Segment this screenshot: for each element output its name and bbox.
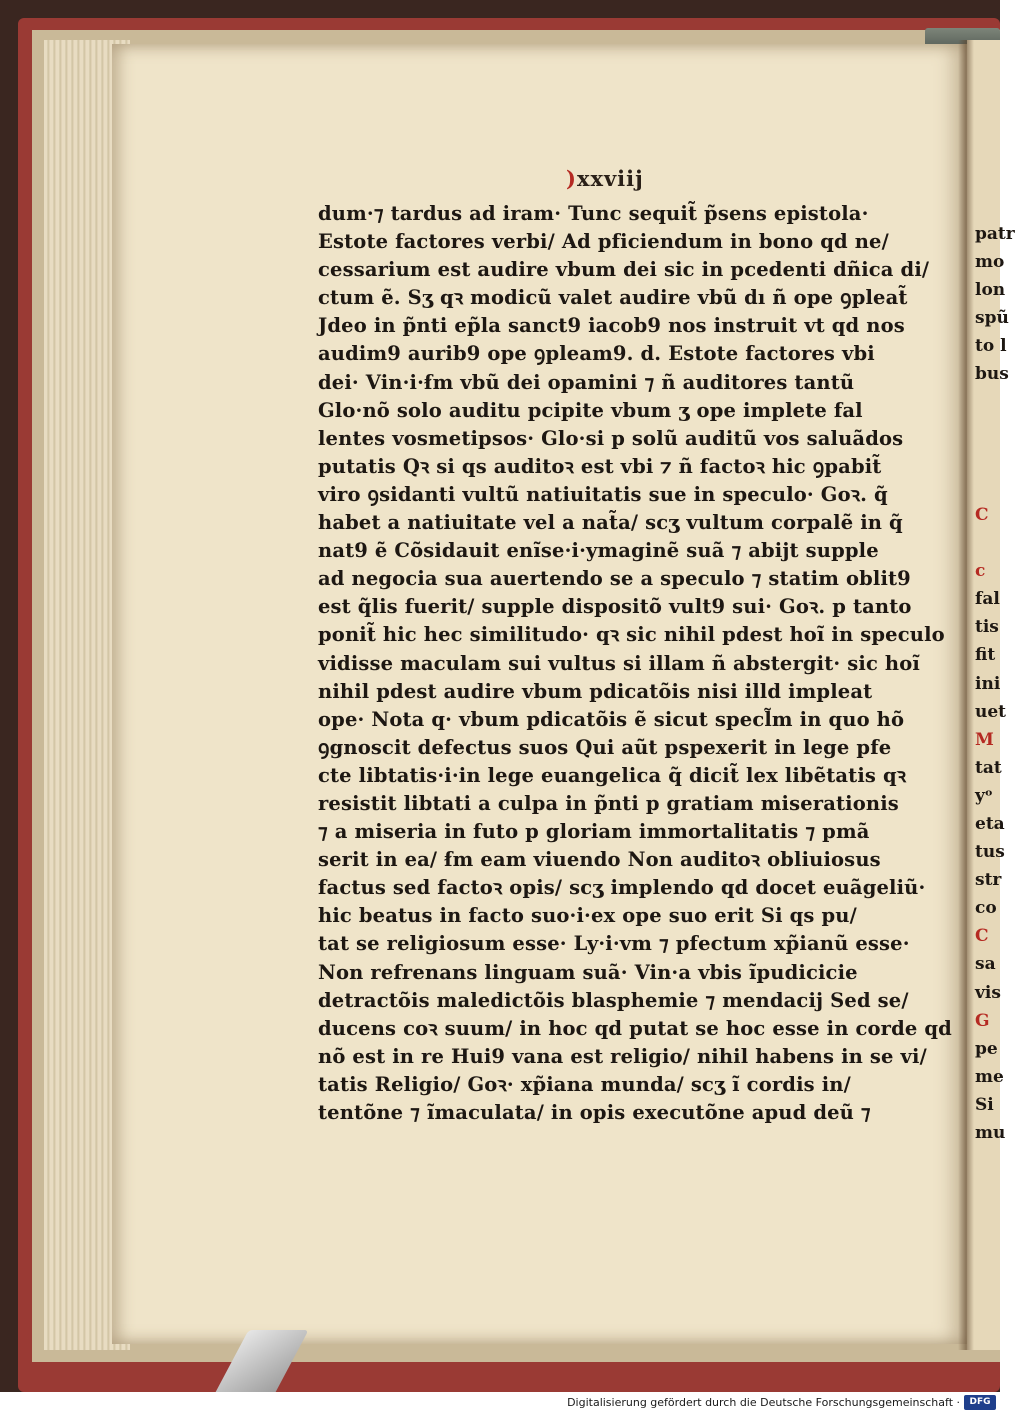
- text-line: detractõis maledictõis blasphemie ⁊ mendacij Sed se/: [318, 988, 909, 1012]
- text-line: audim9 aurib9 ope ꝯpleam9. d. Estote factores vbi: [318, 342, 875, 366]
- text-line: lentes vosmetipsos· Glo·si p solũ auditũ vos saluãdos: [318, 426, 904, 450]
- margin-line: c: [975, 561, 986, 582]
- book-gutter: [958, 40, 974, 1350]
- text-block: [318, 200, 952, 1127]
- margin-line: bus: [975, 364, 1009, 385]
- margin-line: to l: [975, 336, 1007, 357]
- text-line: viro ꝯsidanti vultũ natiuitatis sue in speculo· Goꝛ. q̃: [318, 482, 888, 506]
- margin-line: fal: [975, 589, 1000, 610]
- text-line: Jdeo in p̃nti ep̃la sanct9 iacob9 nos instruit vt qd nos: [318, 314, 905, 338]
- margin-line: Si: [975, 1094, 994, 1115]
- margin-line: tis: [975, 617, 999, 638]
- text-line: vidisse maculam sui vultus si illam ñ abstergit· sic hoĩ: [318, 651, 920, 675]
- text-line: serit in ea/ ẜm eam viuendo Non auditoꝛ obliuiosus: [318, 848, 881, 872]
- folio-text: xxviij: [576, 166, 644, 191]
- text-line: Estote factores verbi/ Ad pficiendum in bono qd ne/: [318, 230, 889, 254]
- text-line: nat9 ẽ Cõsidauit enĩse·i·ymaginẽ suã ⁊ abijt supple: [318, 539, 879, 563]
- margin-line: pe: [975, 1038, 998, 1059]
- text-line: factus sed factoꝛ opis/ scʒ implendo qd docet euãgeliũ·: [318, 876, 926, 900]
- text-line: tentõne ⁊ ĩmaculata/ in opis executõne apud deũ ⁊: [318, 1101, 871, 1124]
- margin-line: patr: [975, 224, 1015, 244]
- margin-line: M: [975, 729, 994, 750]
- text-line: tat se religiosum esse· Ly·i·vm ⁊ pfectum xp̃ianũ esse·: [318, 932, 910, 956]
- margin-line: G: [975, 1010, 990, 1031]
- margin-line: str: [975, 870, 1002, 891]
- text-line: resistit libtati a culpa in p̃nti p gratiam miserationis: [318, 791, 899, 815]
- text-line: tatis Religio/ Goꝛ· xp̃iana munda/ scʒ ĩ cordis in/: [318, 1072, 851, 1096]
- margin-line: mo: [975, 252, 1005, 273]
- margin-line: spũ: [975, 308, 1009, 329]
- margin-line: [975, 389, 1000, 417]
- text-line: ad negocia sua auertendo se a speculo ⁊ statim oblit9: [318, 567, 911, 591]
- margin-line: uet: [975, 701, 1007, 722]
- text-line: ctum ẽ. Sʒ qꝛ modicũ valet audire vbũ dı ñ ope ꝯpleat̃: [318, 286, 908, 310]
- text-line: hic beatus in facto suo·i·ex ope suo erit Si qs pu/: [318, 904, 857, 928]
- text-line: habet a natiuitate vel a nat̃a/ scʒ vultum corpalẽ in q̃: [318, 511, 903, 535]
- margin-line: [975, 529, 1000, 557]
- text-line: ⁊ a miseria in futo p gloriam immortalitatis ⁊ pmã: [318, 820, 870, 844]
- text-line: ponit̃ hic hec similitudo· qꝛ sic nihil pdest hoĩ in speculo: [318, 623, 945, 647]
- margin-line: ini: [975, 673, 1001, 694]
- text-line: putatis Qꝛ si qs auditoꝛ est vbi ⁊ ñ factoꝛ hic ꝯpabit̃: [318, 454, 882, 478]
- margin-line: C: [975, 504, 989, 525]
- facing-page-margin-text: [975, 220, 1015, 1147]
- margin-line: [975, 445, 1000, 473]
- text-line: ducens coꝛ suum/ in hoc qd putat se hoc esse in corde qd: [318, 1016, 952, 1040]
- folio-prefix: ): [566, 166, 577, 191]
- margin-line: tus: [975, 842, 1005, 863]
- dfg-logo: DFG: [964, 1395, 996, 1410]
- text-line: dei· Vin·i·ẜm vbũ dei opamini ⁊ ñ auditores tantũ: [318, 370, 855, 394]
- text-line: est q̃lis fuerit/ supple dispositõ vult9 sui· Goꝛ. p tanto: [318, 595, 912, 619]
- text-line: nõ est in re Hui9 vana est religio/ nihil habens in se vi/: [318, 1044, 927, 1068]
- text-line: ope· Nota q· vbum pdicatõis ẽ sicut specl̃m in quo hõ: [318, 707, 905, 731]
- margin-line: co: [975, 898, 997, 919]
- margin-line: tat: [975, 757, 1002, 778]
- text-line: cte libtatis·i·in lege euangelica q̃ dicit̃ lex libẽtatis qꝛ: [318, 763, 907, 787]
- margin-line: [975, 473, 1000, 501]
- funding-credit: Digitalisierung gefördert durch die Deutsche Forschungsgemeinschaft ·: [567, 1396, 960, 1409]
- text-line: nihil pdest audire vbum pdicatõis nisi illd impleat: [318, 679, 873, 703]
- margin-line: yᵒ: [975, 785, 993, 806]
- margin-line: fit: [975, 645, 996, 666]
- margin-line: [975, 417, 1000, 445]
- text-line: Glo·nõ solo auditu pcipite vbum ʒ ope implete fal: [318, 398, 863, 422]
- text-line: dum·⁊ tardus ad iram· Tunc sequit̃ p̃sens epistola·: [318, 202, 869, 225]
- text-line: cessarium est audire vbum dei sic in pcedenti dñica di/: [318, 258, 930, 282]
- margin-line: C: [975, 926, 989, 947]
- folio-number: [566, 166, 644, 198]
- margin-line: sa: [975, 954, 996, 975]
- margin-line: eta: [975, 813, 1005, 834]
- margin-line: vis: [975, 982, 1001, 1003]
- margin-line: me: [975, 1066, 1004, 1087]
- margin-line: lon: [975, 280, 1006, 301]
- margin-line: mu: [975, 1123, 1006, 1143]
- text-line: ꝯgnoscit defectus suos Qui aũt pspexerit in lege pfe: [318, 735, 892, 759]
- text-line: Non refrenans linguam suã· Vin·a vbis ĩpudicicie: [318, 960, 858, 984]
